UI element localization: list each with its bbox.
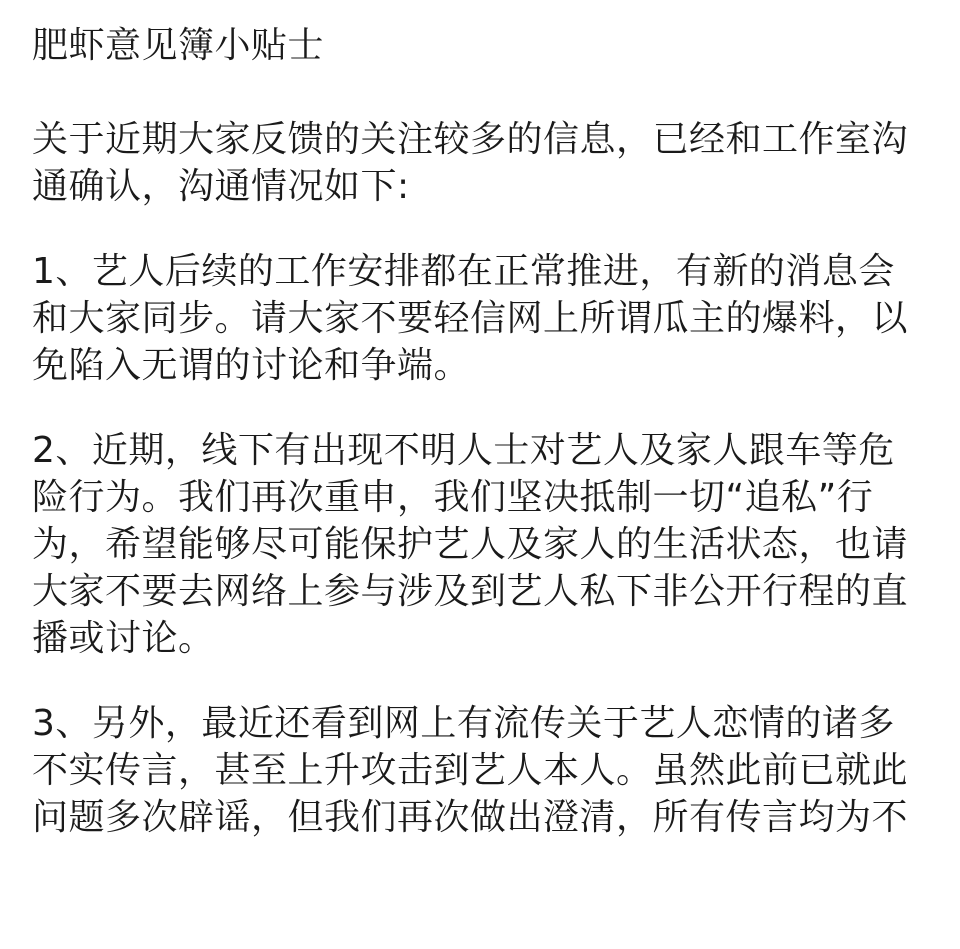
- spacer: [32, 389, 932, 427]
- point-2-line: 为，希望能够尽可能保护艺人及家人的生活状态，也请: [32, 524, 909, 565]
- point-1-line: 和大家同步。请大家不要轻信网上所谓瓜主的爆料，以: [32, 298, 909, 339]
- point-2-line: 大家不要去网络上参与涉及到艺人私下非公开行程的直: [32, 571, 909, 612]
- point-2-line: 2、近期，线下有出现不明人士对艺人及家人跟车等危: [32, 430, 895, 471]
- point-2-line: 险行为。我们再次重申，我们坚决抵制一切“追私”行: [32, 477, 874, 518]
- intro-paragraph: [32, 116, 932, 210]
- point-3-line: 问题多次辟谣，但我们再次做出澄清，所有传言均为不: [32, 797, 909, 838]
- spacer: [32, 662, 932, 700]
- point-1-paragraph: [32, 248, 932, 389]
- point-3-paragraph: [32, 700, 932, 841]
- intro-line: 通确认，沟通情况如下:: [32, 166, 410, 207]
- document-title: 肥虾意见簿小贴士: [32, 25, 325, 66]
- spacer: [32, 78, 932, 116]
- intro-line: 关于近期大家反馈的关注较多的信息，已经和工作室沟: [32, 119, 909, 160]
- point-1-line: 1、艺人后续的工作安排都在正常推进，有新的消息会: [32, 251, 895, 292]
- point-2-paragraph: [32, 427, 932, 662]
- point-3-line: 3、另外，最近还看到网上有流传关于艺人恋情的诸多: [32, 703, 895, 744]
- document-body: [32, 14, 932, 841]
- spacer: [32, 210, 932, 248]
- point-2-line: 播或讨论。: [32, 618, 215, 659]
- point-3-line: 不实传言，甚至上升攻击到艺人本人。虽然此前已就此: [32, 750, 909, 791]
- point-1-line: 免陷入无谓的讨论和争端。: [32, 345, 471, 386]
